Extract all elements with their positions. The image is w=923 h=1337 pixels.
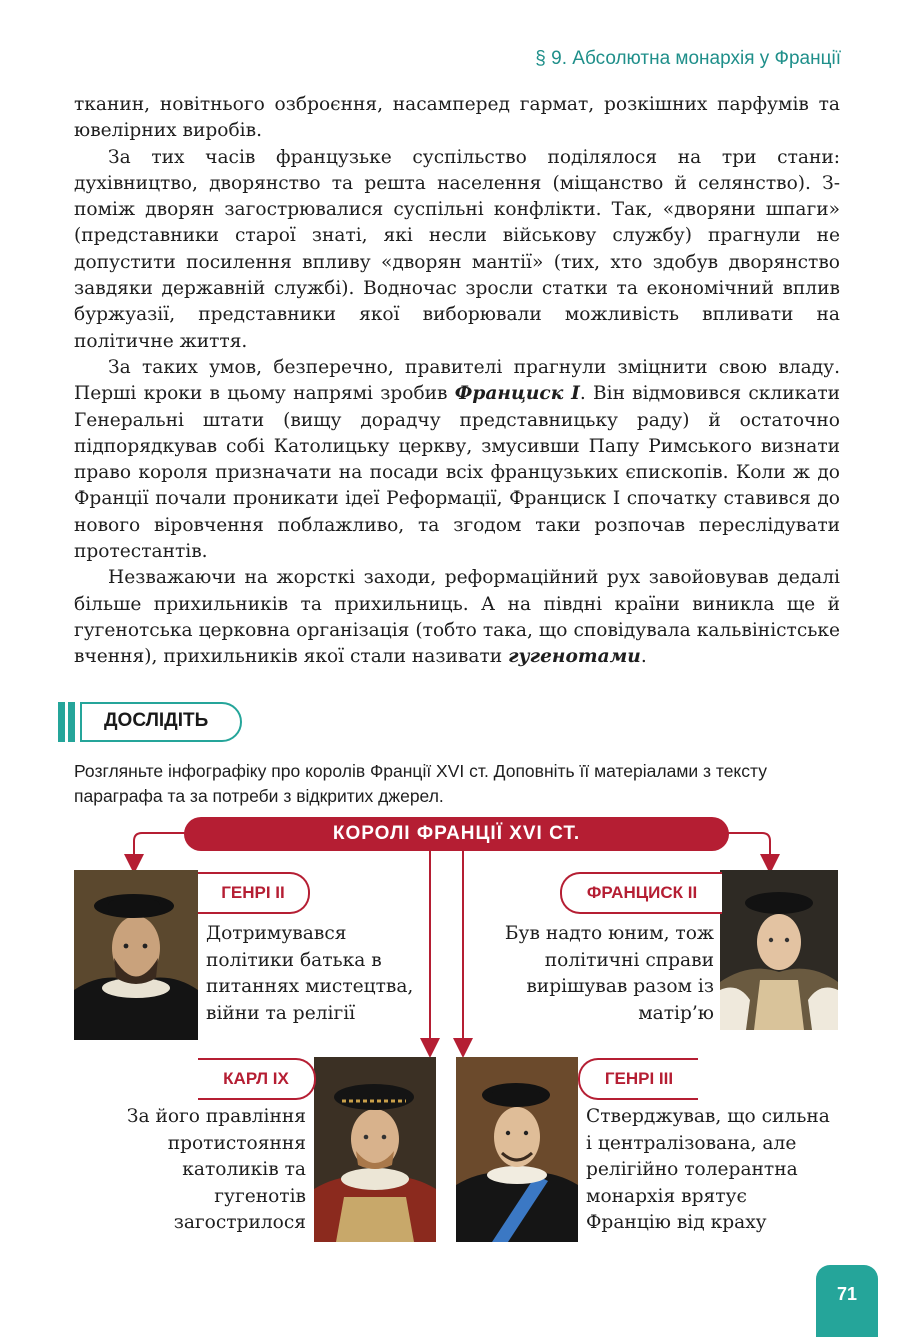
portrait-charles-ix — [314, 1057, 436, 1242]
paragraph-2: За тих часів французьке суспільство поділялося на три стани: духівництво, дворянство та решта населення (міщанство й селянство). З-поміж дворян загострювалися суспільні конфлікти. Так, «дворяни шпаги» (представники старої знаті, які несли військову службу) прагнули не допустити посилення впливу «дворян мантії» (тих, хто здобув дворянство завдяки державній службі). Водночас зросли статки та економічний вплив буржуазії, представники якої виборювали можливість впливати на політичне життя. — [74, 146, 840, 352]
paragraph-1: тканин, новітнього озброєння, насамперед гармат, розкішних парфумів та ювелірних виробів. — [74, 94, 840, 142]
paragraph-3-text-a: За таких умов, безперечно, правителі прагнули зміцнити свою владу. Перші кроки в цьому напрямі зробив — [74, 356, 840, 405]
king-desc-henri-iii: Стверджував, що сильна і централізована, але релігійно толерантна монархія врятує Францію від краху — [586, 1106, 830, 1233]
section-header: § 9. Абсолютна монархія у Франції — [535, 48, 841, 69]
explore-task: Розгляньте інфографіку про королів Франції XVI ст. Доповніть її матеріалами з тексту параграфа та за потреби з відкритих джерел. — [74, 761, 767, 806]
term-huguenots: гугенотами — [508, 646, 641, 668]
king-name-henri-ii: ГЕНРІ II — [198, 872, 310, 914]
portrait-henri-iii — [456, 1057, 578, 1242]
king-name-henri-iii: ГЕНРІ III — [578, 1058, 698, 1100]
portrait-henri-ii — [74, 870, 198, 1040]
king-name-francis-ii: ФРАНЦИСК II — [560, 872, 722, 914]
portrait-francis-ii — [720, 870, 838, 1030]
king-desc-francis-ii: Був надто юним, тож політичні справи вирішував разом із матір’ю — [504, 923, 714, 1024]
arrow-to-francis-ii — [725, 833, 770, 864]
king-desc-henri-ii: Дотримувався політики батька в питаннях мистецтва, війни та релігії — [206, 923, 414, 1024]
paragraph-4-text-a: Незважаючи на жорсткі заходи, реформаційний рух завойовував дедалі більше прихильників та прихильниць. А на півдні країни виникла ще й гугенотська церковна організація (тобто така, що сповідувала кальвіністське вчення), прихильників якої стали називати — [74, 567, 840, 668]
paragraph-3-text-b: . Він відмовився скликати Генеральні штати (вищу дорадчу представницьку раду) й остаточно підпорядкував собі Католицьку церкву, змусивши Папу Римського визнати право короля призначати на посади всіх французьких єпископів. Коли ж до Франції почали проникати ідеї Реформації, Франциск І спочатку ставився до нового віровчення поблажливо, та згодом таки розпочав переслідувати протестантів. — [74, 383, 841, 563]
term-francis-i: Франциск І — [454, 383, 580, 405]
page-number: 71 — [816, 1265, 878, 1337]
paragraph-4-text-b: . — [640, 646, 647, 668]
infographic-title: КОРОЛІ ФРАНЦІЇ XVI СТ. — [184, 817, 729, 851]
explore-label: ДОСЛІДІТЬ — [104, 710, 209, 731]
arrow-to-henri-ii — [134, 833, 190, 864]
king-name-charles-ix: КАРЛ IX — [198, 1058, 316, 1100]
king-desc-charles-ix: За його правління протистояння католиків та гугенотів загострилося — [126, 1106, 306, 1233]
